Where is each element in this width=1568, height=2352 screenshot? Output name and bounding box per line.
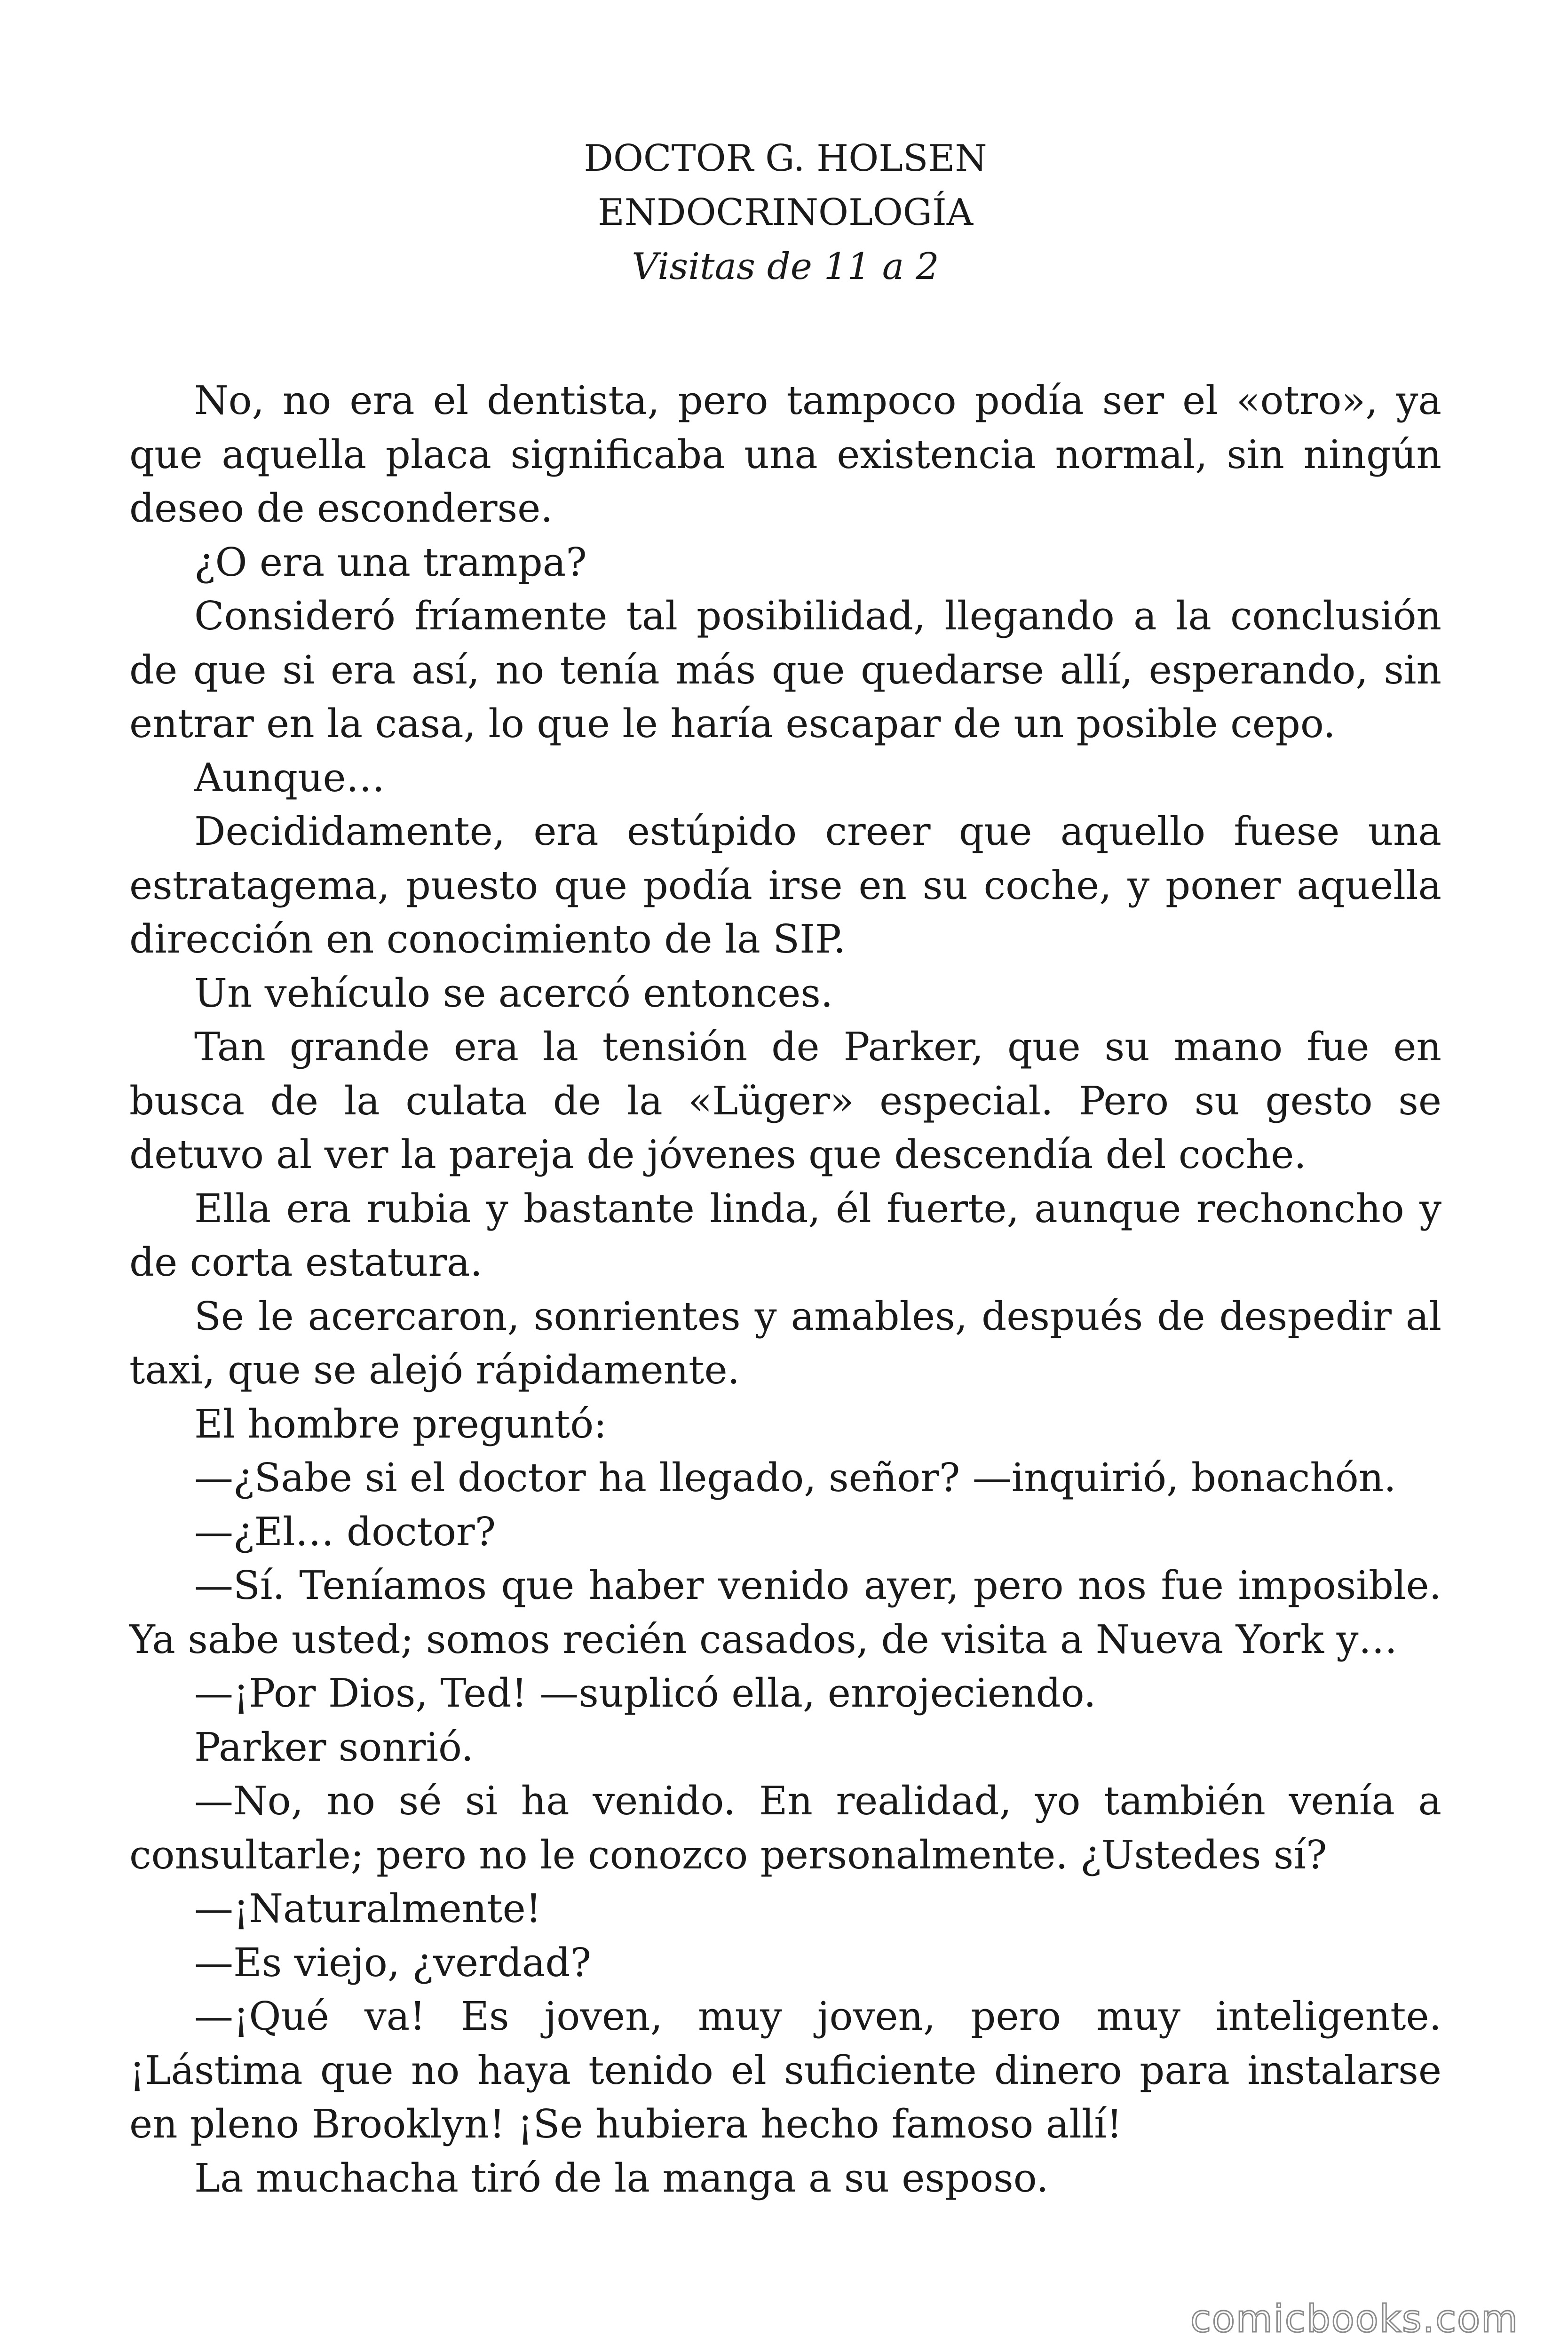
paragraph: Un vehículo se acercó entonces.	[194, 970, 833, 1016]
specialty: ENDOCRINOLOGÍA	[597, 191, 974, 234]
paragraph: —¡Por Dios, Ted! —suplicó ella, enrojeciendo.	[194, 1670, 1096, 1716]
visiting-hours: Visitas de 11 a 2	[632, 246, 939, 288]
paragraph: —¡Naturalmente!	[194, 1886, 542, 1931]
paragraph: Decididamente, era estúpido creer que aquello fuese una estratagema, puesto que podía irse en su coche, y poner aquella dirección en conocimiento de la SIP.	[129, 809, 1441, 962]
paragraph: Se le acercaron, sonrientes y amables, después de despedir al taxi, que se alejó rápidamente.	[129, 1293, 1441, 1393]
paragraph: Aunque…	[194, 755, 385, 801]
paragraph: —No, no sé si ha venido. En realidad, yo también venía a consultarle; pero no le conozco personalmente. ¿Ustedes sí?	[129, 1778, 1441, 1878]
body-text	[129, 374, 1441, 2205]
paragraph: —¿Sabe si el doctor ha llegado, señor? —inquirió, bonachón.	[194, 1455, 1396, 1501]
doctor-name: DOCTOR G. HOLSEN	[584, 137, 987, 180]
paragraph: —Sí. Teníamos que haber venido ayer, pero nos fue imposible. Ya sabe usted; somos recién casados, de visita a Nueva York y…	[129, 1563, 1441, 1662]
paragraph: No, no era el dentista, pero tampoco podía ser el «otro», ya que aquella placa significaba una existencia normal, sin ningún deseo de esconderse.	[129, 378, 1441, 531]
book-page	[129, 132, 1441, 2205]
paragraph: Consideró fríamente tal posibilidad, llegando a la conclusión de que si era así, no tenía más que quedarse allí, esperando, sin entrar en la casa, lo que le haría escapar de un posible cepo.	[129, 593, 1441, 747]
paragraph: —Es viejo, ¿verdad?	[194, 1939, 592, 1986]
paragraph: Ella era rubia y bastante linda, él fuerte, aunque rechoncho y de corta estatura.	[129, 1185, 1441, 1285]
paragraph: Parker sonrió.	[194, 1724, 474, 1770]
paragraph: Tan grande era la tensión de Parker, que su mano fue en busca de la culata de la «Lüger» especial. Pero su gesto se detuvo al ver la pareja de jóvenes que descendía del coche.	[129, 1024, 1441, 1177]
watermark: comicbooks.com	[1190, 2297, 1519, 2341]
paragraph: —¿El… doctor?	[194, 1509, 496, 1555]
doctor-sign	[129, 132, 1441, 294]
paragraph: ¿O era una trampa?	[194, 539, 587, 585]
paragraph: El hombre preguntó:	[194, 1401, 607, 1447]
paragraph: —¡Qué va! Es joven, muy joven, pero muy inteligente. ¡Lástima que no haya tenido el suficiente dinero para instalarse en pleno Brooklyn! ¡Se hubiera hecho famoso allí!	[129, 1994, 1441, 2147]
paragraph: La muchacha tiró de la manga a su esposo.	[194, 2155, 1049, 2201]
